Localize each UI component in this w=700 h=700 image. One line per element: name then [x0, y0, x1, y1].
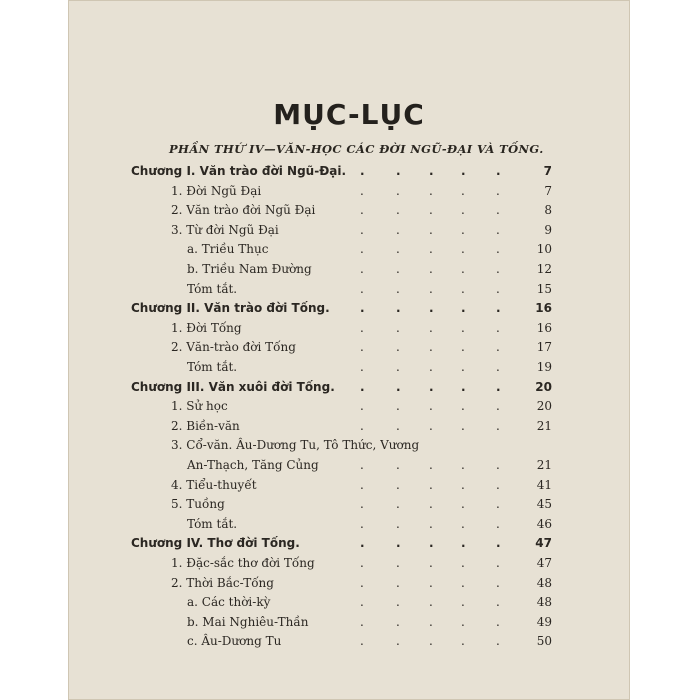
- toc-chapter-row: [131, 162, 552, 180]
- leader-dot: .: [396, 379, 401, 394]
- leader-dot: .: [429, 516, 433, 531]
- leader-dot: .: [360, 262, 364, 276]
- leader-dot: .: [461, 516, 465, 531]
- leader-dot: .: [429, 556, 433, 570]
- leader-dot: .: [496, 262, 500, 276]
- leader-dot: .: [496, 556, 500, 570]
- toc-entry-label: Tóm tắt.: [187, 516, 238, 531]
- leader-dot: .: [496, 418, 500, 433]
- leader-dot: .: [360, 301, 365, 316]
- leader-dot: .: [496, 516, 500, 531]
- leader-dot: .: [429, 399, 433, 414]
- toc-page-number: 41: [536, 477, 552, 492]
- leader-dot: .: [461, 595, 465, 610]
- leader-dot: .: [396, 203, 400, 218]
- toc-page-number: 21: [536, 458, 552, 472]
- toc-chapter-row: [131, 299, 552, 317]
- leader-dot: .: [461, 360, 465, 374]
- toc-page-number: 16: [535, 301, 552, 316]
- toc-entry-label: a. Triều Thục: [187, 242, 269, 257]
- leader-dot: .: [496, 242, 500, 257]
- leader-dot: .: [461, 301, 466, 316]
- leader-dot: .: [396, 595, 400, 610]
- leader-dot: .: [496, 614, 500, 629]
- leader-dot: .: [396, 183, 400, 198]
- leader-dot: .: [360, 516, 364, 531]
- book-page: [68, 0, 630, 700]
- leader-dot: .: [461, 340, 465, 355]
- toc-page-number: 45: [536, 497, 552, 512]
- toc-entry-label: 2. Văn-trào đời Tống: [171, 340, 296, 355]
- leader-dot: .: [360, 281, 364, 296]
- toc-page-number: 46: [536, 516, 552, 531]
- toc-page-number: 19: [536, 360, 552, 374]
- toc-entry-row: [171, 436, 552, 454]
- leader-dot: .: [360, 203, 364, 218]
- leader-dot: .: [396, 399, 400, 414]
- leader-dot: .: [461, 242, 465, 257]
- leader-dot: .: [360, 399, 364, 414]
- leader-dot: .: [360, 595, 364, 610]
- leader-dot: .: [461, 556, 465, 570]
- leader-dot: .: [429, 183, 433, 198]
- toc-entry-row: [187, 456, 552, 474]
- leader-dot: .: [461, 399, 465, 414]
- leader-dot: .: [360, 536, 365, 551]
- toc-entry-label: Tóm tắt.: [187, 360, 238, 374]
- leader-dot: .: [429, 262, 433, 276]
- leader-dot: .: [429, 301, 434, 316]
- leader-dot: .: [461, 418, 465, 433]
- leader-dot: .: [496, 222, 500, 237]
- toc-entry-row: [187, 280, 552, 298]
- leader-dot: .: [496, 595, 500, 610]
- leader-dot: .: [396, 477, 400, 492]
- toc-entry-label: 5. Tuồng: [171, 497, 225, 512]
- toc-entry-row: [171, 417, 552, 435]
- leader-dot: .: [496, 183, 500, 198]
- leader-dot: .: [396, 634, 400, 649]
- leader-dot: .: [360, 340, 364, 355]
- leader-dot: .: [396, 301, 401, 316]
- leader-dot: .: [396, 222, 400, 237]
- leader-dot: .: [396, 320, 400, 335]
- leader-dot: .: [396, 556, 400, 570]
- leader-dot: .: [396, 458, 400, 472]
- toc-entry-label: 1. Đời Ngũ Đại: [171, 183, 262, 198]
- leader-dot: .: [461, 183, 465, 198]
- leader-dot: .: [496, 360, 500, 374]
- leader-dot: .: [396, 536, 401, 551]
- toc-entry-label: Chương I. Văn trào đời Ngũ-Đại.: [131, 164, 347, 178]
- toc-entry-label: 2. Thời Bắc-Tống: [171, 575, 274, 590]
- leader-dot: .: [360, 477, 364, 492]
- toc-entry-label: 3. Từ đời Ngũ Đại: [171, 222, 279, 237]
- toc-entry-row: [187, 260, 552, 278]
- leader-dot: .: [496, 164, 501, 178]
- leader-dot: .: [396, 242, 400, 257]
- leader-dot: .: [396, 360, 400, 374]
- leader-dot: .: [429, 536, 434, 551]
- leader-dot: .: [360, 360, 364, 374]
- toc-entry-row: [187, 613, 552, 631]
- leader-dot: .: [496, 634, 500, 649]
- leader-dot: .: [461, 536, 466, 551]
- toc-entry-row: [171, 574, 552, 592]
- leader-dot: .: [496, 477, 500, 492]
- toc-entry-label: 1. Sử học: [171, 399, 228, 414]
- toc-entry-label: b. Triều Nam Đường: [187, 262, 312, 276]
- leader-dot: .: [429, 340, 433, 355]
- leader-dot: .: [429, 418, 433, 433]
- leader-dot: .: [396, 340, 400, 355]
- page-title: MỤC-LỤC: [273, 98, 425, 131]
- toc-page-number: 48: [536, 575, 552, 590]
- toc-entry-row: [187, 240, 552, 258]
- toc-entry-row: [171, 221, 552, 239]
- toc-page-number: 49: [536, 614, 552, 629]
- toc-page-number: 20: [536, 399, 552, 414]
- leader-dot: .: [429, 497, 433, 512]
- toc-page-number: 10: [536, 242, 552, 257]
- leader-dot: .: [396, 164, 401, 178]
- leader-dot: .: [396, 614, 400, 629]
- toc-entry-label: b. Mai Nghiêu-Thần: [187, 614, 309, 629]
- toc-page-number: 7: [544, 183, 552, 198]
- toc-page-number: 8: [544, 203, 552, 218]
- toc-entry-label: c. Âu-Dương Tu: [187, 634, 282, 649]
- leader-dot: .: [461, 320, 465, 335]
- toc-page-number: 21: [536, 418, 552, 433]
- leader-dot: .: [461, 634, 465, 649]
- leader-dot: .: [360, 320, 364, 335]
- leader-dot: .: [396, 516, 400, 531]
- leader-dot: .: [496, 536, 501, 551]
- toc-page-number: 9: [544, 222, 552, 237]
- leader-dot: .: [396, 575, 400, 590]
- leader-dot: .: [461, 379, 466, 394]
- toc-entry-row: [171, 397, 552, 415]
- leader-dot: .: [396, 497, 400, 512]
- leader-dot: .: [396, 281, 400, 296]
- leader-dot: .: [429, 164, 434, 178]
- leader-dot: .: [429, 595, 433, 610]
- leader-dot: .: [396, 262, 400, 276]
- toc-entry-row: [187, 632, 552, 650]
- leader-dot: .: [496, 497, 500, 512]
- leader-dot: .: [360, 497, 364, 512]
- leader-dot: .: [429, 634, 433, 649]
- toc-page-number: 15: [536, 281, 552, 296]
- toc-page-number: 50: [536, 634, 552, 649]
- toc-entry-row: [171, 182, 552, 200]
- toc-entry-label: 1. Đời Tống: [171, 320, 242, 335]
- leader-dot: .: [496, 340, 500, 355]
- leader-dot: .: [496, 575, 500, 590]
- toc-page-number: 12: [536, 262, 552, 276]
- leader-dot: .: [360, 556, 364, 570]
- leader-dot: .: [429, 360, 433, 374]
- leader-dot: .: [429, 242, 433, 257]
- leader-dot: .: [360, 458, 364, 472]
- leader-dot: .: [396, 418, 400, 433]
- leader-dot: .: [496, 458, 500, 472]
- leader-dot: .: [461, 203, 465, 218]
- toc-entry-label: Tóm tắt.: [187, 281, 238, 296]
- leader-dot: .: [429, 320, 433, 335]
- toc-entry-row: [171, 201, 552, 219]
- toc-chapter-row: [131, 534, 552, 552]
- leader-dot: .: [461, 164, 466, 178]
- toc-page-number: 7: [543, 164, 552, 178]
- leader-dot: .: [461, 575, 465, 590]
- leader-dot: .: [461, 477, 465, 492]
- leader-dot: .: [360, 575, 364, 590]
- leader-dot: .: [429, 458, 433, 472]
- toc-entry-row: [187, 593, 552, 611]
- leader-dot: .: [461, 222, 465, 237]
- toc-page-number: 47: [536, 556, 552, 570]
- leader-dot: .: [429, 477, 433, 492]
- leader-dot: .: [461, 262, 465, 276]
- toc-entry-label: 2. Văn trào đời Ngũ Đại: [171, 203, 316, 218]
- leader-dot: .: [496, 301, 501, 316]
- toc-entry-row: [171, 319, 552, 337]
- toc-entry-row: [171, 338, 552, 356]
- leader-dot: .: [461, 614, 465, 629]
- toc-entry-row: [187, 515, 552, 533]
- leader-dot: .: [360, 379, 365, 394]
- leader-dot: .: [360, 418, 364, 433]
- toc-entry-label: a. Các thời-kỳ: [187, 595, 271, 610]
- toc-page-number: 17: [536, 340, 552, 355]
- toc-entry-row: [187, 358, 552, 376]
- toc-page-number: 20: [535, 379, 552, 394]
- toc-entry-label: Chương II. Văn trào đời Tống.: [131, 301, 330, 316]
- toc-entry-label: 3. Cổ-văn. Âu-Dương Tu, Tô Thức, Vương: [171, 438, 420, 453]
- toc-chapter-row: [131, 378, 552, 396]
- toc-entry-label: 2. Biền-văn: [171, 418, 240, 433]
- leader-dot: .: [429, 575, 433, 590]
- toc-entry-label: Chương IV. Thơ đời Tống.: [131, 536, 300, 551]
- toc-entry-label: Chương III. Văn xuôi đời Tống.: [131, 379, 335, 394]
- leader-dot: .: [429, 203, 433, 218]
- leader-dot: .: [496, 203, 500, 218]
- toc-page-number: 47: [535, 536, 552, 551]
- leader-dot: .: [496, 379, 501, 394]
- leader-dot: .: [429, 222, 433, 237]
- leader-dot: .: [496, 320, 500, 335]
- leader-dot: .: [461, 458, 465, 472]
- leader-dot: .: [461, 281, 465, 296]
- toc-entry-row: [171, 495, 552, 513]
- leader-dot: .: [360, 614, 364, 629]
- part-heading: PHẦN THỨ IV—VĂN-HỌC CÁC ĐỜI NGŨ-ĐẠI VÀ TỐNG.: [169, 142, 544, 156]
- leader-dot: .: [461, 497, 465, 512]
- toc-entry-label: 1. Đặc-sắc thơ đời Tống: [171, 556, 315, 570]
- toc-entry-row: [171, 476, 552, 494]
- toc-entry-row: [171, 554, 552, 572]
- toc-entry-label: 4. Tiểu-thuyết: [171, 477, 257, 492]
- leader-dot: .: [429, 379, 434, 394]
- leader-dot: .: [360, 242, 364, 257]
- leader-dot: .: [429, 281, 433, 296]
- toc-page-number: 16: [536, 320, 552, 335]
- leader-dot: .: [360, 634, 364, 649]
- leader-dot: .: [496, 281, 500, 296]
- leader-dot: .: [429, 614, 433, 629]
- toc-entry-label: An-Thạch, Tăng Củng: [187, 458, 319, 472]
- leader-dot: .: [496, 399, 500, 414]
- leader-dot: .: [360, 183, 364, 198]
- leader-dot: .: [360, 164, 365, 178]
- toc-page-number: 48: [536, 595, 552, 610]
- leader-dot: .: [360, 222, 364, 237]
